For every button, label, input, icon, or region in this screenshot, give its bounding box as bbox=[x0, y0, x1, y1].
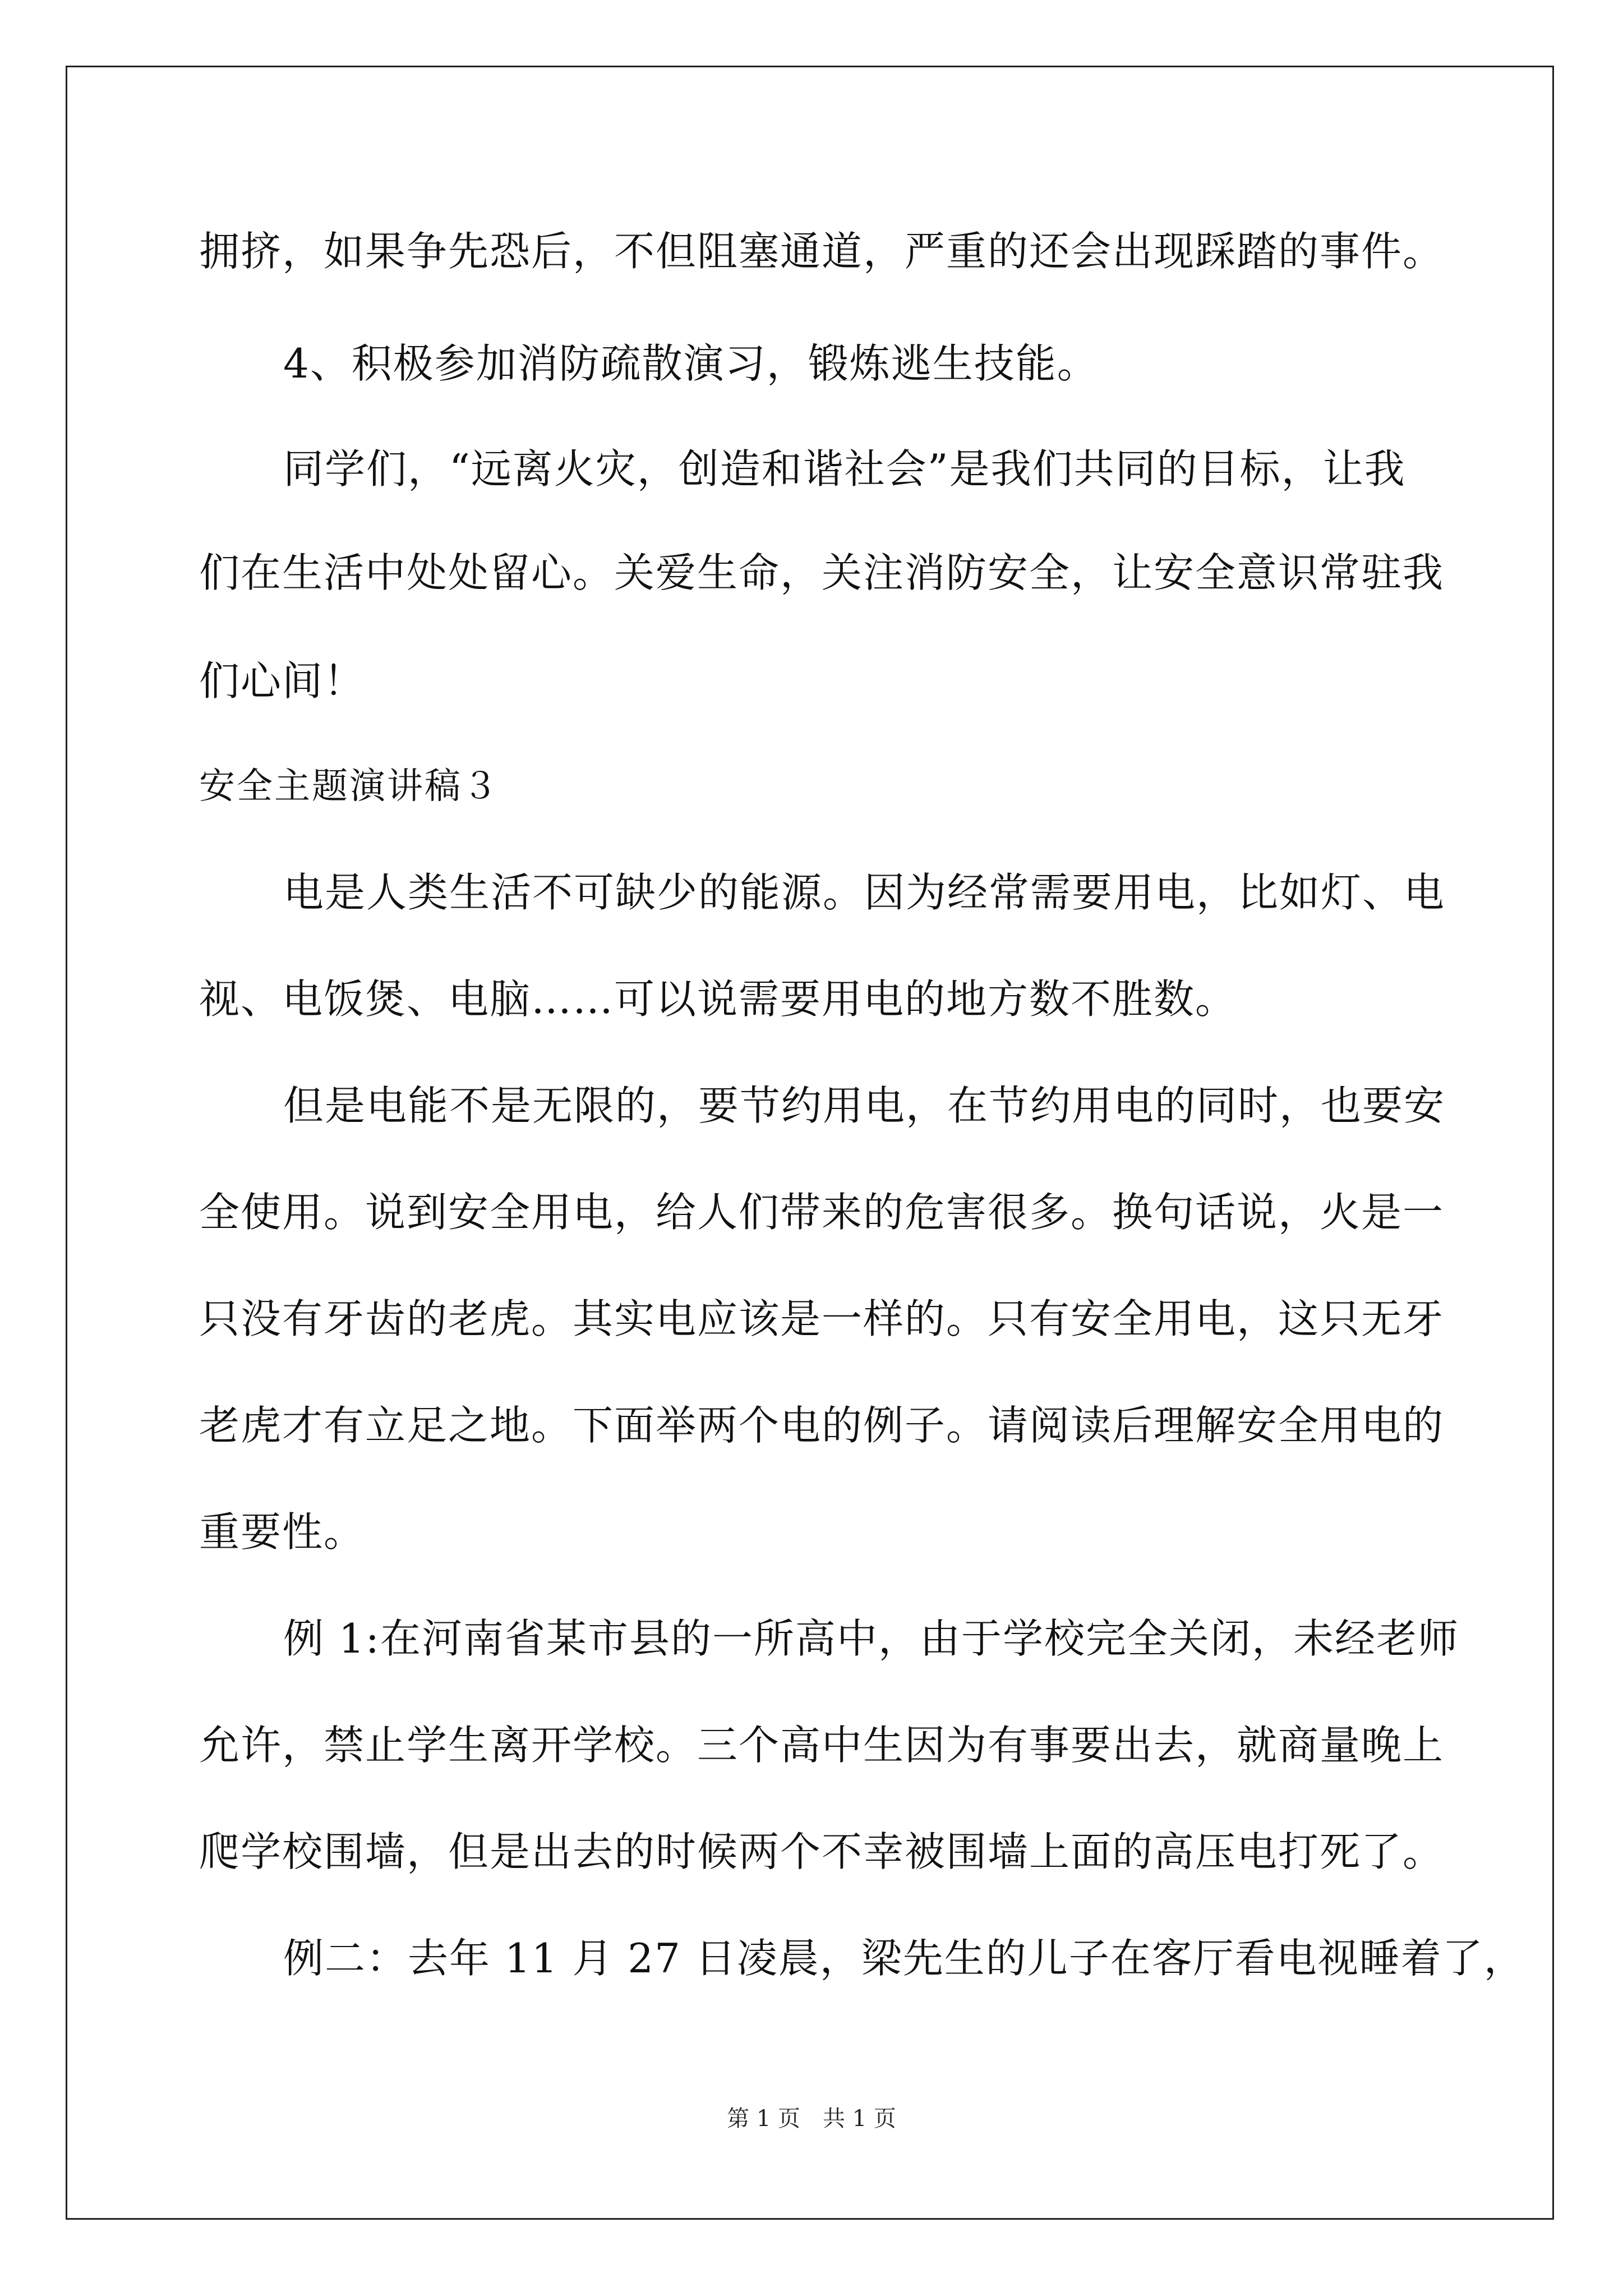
text-line: 老虎才有立足之地。下面举两个电的例子。请阅读后理解安全用电的 bbox=[199, 1402, 1445, 1449]
text-line: 但是电能不是无限的，要节约用电，在节约用电的同时，也要安 bbox=[283, 1082, 1446, 1129]
text-line: 视、电饭煲、电脑……可以说需要用电的地方数不胜数。 bbox=[199, 976, 1237, 1023]
text-line: 只没有牙齿的老虎。其实电应该是一样的。只有安全用电，这只无牙 bbox=[199, 1295, 1445, 1342]
text-line: 全使用。说到安全用电，给人们带来的危害很多。换句话说，火是一 bbox=[199, 1189, 1445, 1236]
text-line: 重要性。 bbox=[199, 1508, 366, 1556]
page-border bbox=[66, 66, 1554, 2220]
text-line: 们在生活中处处留心。关爱生命，关注消防安全，让安全意识常驻我 bbox=[199, 549, 1445, 596]
text-line: 电是人类生活不可缺少的能源。因为经常需要用电，比如灯、电 bbox=[283, 869, 1446, 916]
text-line: 4、积极参加消防疏散演习，锻炼逃生技能。 bbox=[283, 340, 1099, 387]
text-line: 们心间！ bbox=[199, 657, 366, 705]
text-line: 例二：去年 11 月 27 日凌晨，梁先生的儿子在客厅看电视睡着了， bbox=[283, 1935, 1525, 1982]
text-line: 拥挤，如果争先恐后，不但阻塞通道，严重的还会出现踩踏的事件。 bbox=[199, 228, 1445, 275]
text-line: 同学们，“远离火灾，创造和谐社会”是我们共同的目标，让我 bbox=[283, 445, 1406, 493]
page-number-footer: 第 1 页 共 1 页 bbox=[727, 2106, 896, 2132]
text-line: 例 1:在河南省某市县的一所高中，由于学校完全关闭，未经老师 bbox=[283, 1615, 1459, 1662]
text-line: 允许，禁止学生离开学校。三个高中生因为有事要出去，就商量晚上 bbox=[199, 1722, 1445, 1769]
section-heading: 安全主题演讲稿３ bbox=[199, 766, 500, 807]
text-line: 爬学校围墙，但是出去的时候两个不幸被围墙上面的高压电打死了。 bbox=[199, 1828, 1445, 1875]
